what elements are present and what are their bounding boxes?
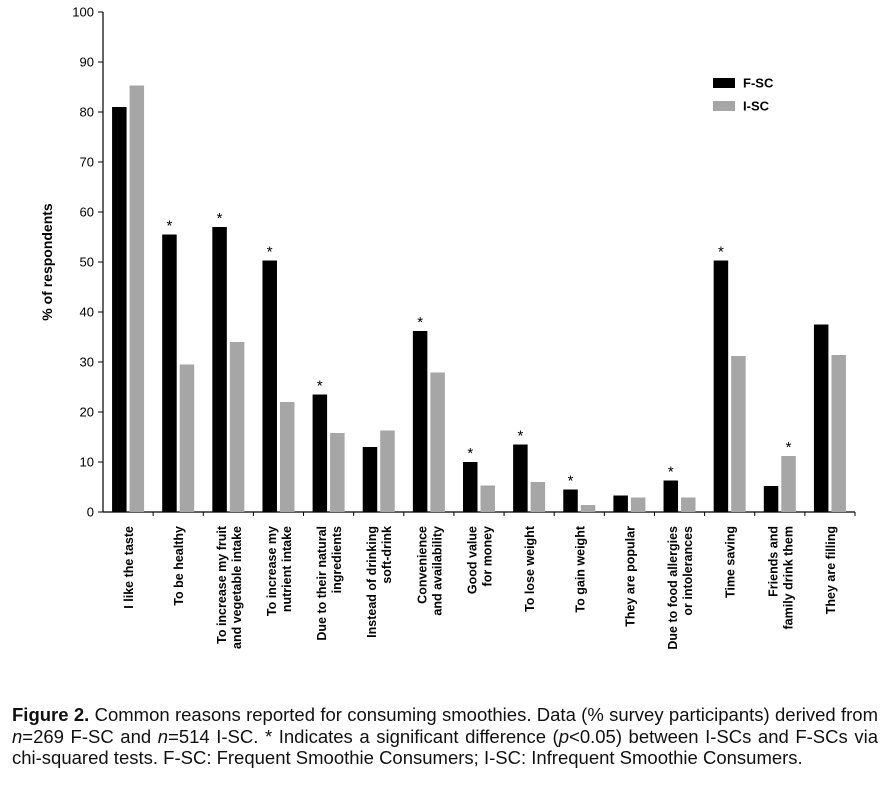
y-tick-label: 20 — [79, 404, 94, 420]
x-tick-label-line: Due to their natural — [315, 526, 330, 641]
bar-f-sc — [363, 447, 378, 512]
x-tick-label — [724, 526, 738, 598]
figure-caption — [12, 704, 878, 769]
significance-marker: * — [467, 445, 474, 462]
x-tick-label — [824, 526, 838, 614]
x-tick-label — [265, 526, 294, 616]
bar-i-sc — [130, 86, 145, 513]
caption-text: =514 I-SC. * Indicates a significant difference ( — [168, 725, 559, 747]
significance-marker: * — [417, 314, 424, 331]
n-symbol: n — [12, 725, 23, 747]
y-tick-label: 90 — [79, 54, 94, 70]
x-tick-label-line: family drink them — [781, 526, 796, 630]
x-tick-label-line: Due to food allergies — [666, 526, 681, 650]
x-tick-label — [315, 526, 344, 641]
x-tick-label-line: To increase my — [264, 526, 279, 617]
legend-swatch — [713, 101, 735, 111]
x-tick-label-line: ingredients — [330, 526, 345, 594]
legend-label: F-SC — [743, 75, 774, 91]
x-tick-label — [365, 526, 394, 638]
x-tick-label-line: Instead of drinking — [365, 526, 380, 638]
y-tick-label: 60 — [79, 204, 94, 220]
caption-text: <0.05) between I-SCs and F-SCs via chi-squared tests. F-SC: Frequent Smoothie Consumers; I-SC: Infrequent Smoothie Consumers. — [12, 725, 878, 768]
x-tick-label-line: Convenience — [415, 526, 430, 604]
x-tick-label — [666, 526, 695, 650]
x-tick-label-line: To increase my fruit — [214, 526, 229, 644]
bar-f-sc — [313, 395, 328, 513]
significance-marker: * — [667, 463, 674, 481]
bar-f-sc — [162, 235, 177, 513]
y-tick-label: 80 — [79, 104, 94, 120]
bar-i-sc — [230, 342, 245, 512]
bar-i-sc — [180, 365, 195, 513]
bar-i-sc — [731, 356, 746, 512]
bar-i-sc — [831, 355, 846, 512]
bar-f-sc — [764, 486, 779, 512]
bar-i-sc — [380, 431, 395, 513]
n-symbol: n — [157, 725, 169, 747]
bars — [112, 86, 846, 513]
x-tick-label-line: They are filling — [823, 526, 838, 615]
legend — [713, 76, 774, 114]
x-tick-label-line: They are popular — [623, 526, 638, 627]
y-tick-label: 0 — [86, 504, 94, 520]
significance-marker: * — [567, 472, 574, 490]
bar-i-sc — [330, 433, 345, 512]
x-tick-label-line: To lose weight — [523, 526, 538, 612]
caption-text: =269 F-SC and — [22, 725, 158, 747]
significance-marker: * — [216, 210, 223, 227]
x-tick-label-line: I like the taste — [122, 526, 137, 609]
bar-f-sc — [513, 445, 528, 513]
bar-i-sc — [531, 482, 546, 512]
bar-f-sc — [463, 462, 478, 512]
bar-i-sc — [280, 402, 295, 512]
y-axis-label: % of respondents — [39, 203, 55, 321]
x-tick-label-line: Good value — [465, 526, 480, 595]
significance-marker: * — [517, 427, 524, 445]
bar-i-sc — [430, 373, 445, 513]
x-tick-label-line: Time saving — [723, 526, 738, 599]
significance-marker: * — [316, 377, 323, 395]
x-tick-label-line: To gain weight — [573, 526, 588, 613]
bar-i-sc — [481, 486, 496, 513]
caption-text: Common reasons reported for consuming smoothies. Data (% survey participants) derived from — [89, 704, 878, 725]
significance-marker: * — [166, 217, 173, 235]
y-tick-label: 10 — [79, 454, 94, 470]
bar-i-sc — [631, 498, 646, 513]
bar-f-sc — [212, 227, 227, 512]
legend-swatch — [713, 78, 735, 88]
x-tick-label-line: Friends and — [766, 526, 781, 597]
bar-f-sc — [814, 325, 829, 513]
x-tick-label — [122, 526, 136, 609]
figure-label: Figure 2. — [12, 704, 90, 725]
y-tick-label: 40 — [79, 304, 94, 320]
x-tick-label-line: and availability — [430, 526, 445, 616]
significance-marker: * — [785, 439, 792, 456]
x-tick-label-line: or intolerances — [681, 526, 696, 616]
bar-f-sc — [613, 496, 628, 513]
y-tick-label: 70 — [79, 154, 94, 170]
x-tick-label — [573, 525, 587, 612]
x-tick-label-line: nutrient intake — [279, 526, 294, 613]
bar-i-sc — [681, 498, 696, 513]
x-tick-label — [172, 526, 186, 606]
x-tick-label — [523, 525, 537, 612]
y-tick-label: 50 — [79, 254, 94, 270]
bar-f-sc — [413, 331, 428, 512]
x-tick-label — [766, 526, 795, 630]
x-tick-label-line: and vegetable intake — [229, 526, 244, 649]
x-tick-label-line: To be healthy — [172, 526, 187, 606]
x-tick-label — [415, 526, 444, 616]
x-tick-label-line: soft-drink — [380, 526, 395, 584]
x-tick-label — [215, 525, 244, 649]
bar-f-sc — [714, 261, 729, 513]
bar-f-sc — [262, 261, 277, 513]
x-tick-label — [466, 526, 495, 594]
significance-marker: * — [266, 243, 273, 261]
y-tick-label: 30 — [79, 354, 94, 370]
bar-f-sc — [112, 107, 127, 512]
bar-i-sc — [581, 505, 596, 512]
significance-marker: * — [717, 243, 724, 261]
x-tick-label-line: for money — [480, 526, 495, 587]
bar-f-sc — [563, 490, 578, 513]
x-tick-label — [623, 526, 637, 627]
legend-label: I-SC — [743, 98, 769, 114]
p-symbol: p — [558, 725, 570, 747]
category-labels — [122, 525, 838, 649]
bar-f-sc — [664, 481, 679, 513]
bar-i-sc — [781, 456, 796, 512]
y-tick-label: 100 — [72, 4, 94, 20]
